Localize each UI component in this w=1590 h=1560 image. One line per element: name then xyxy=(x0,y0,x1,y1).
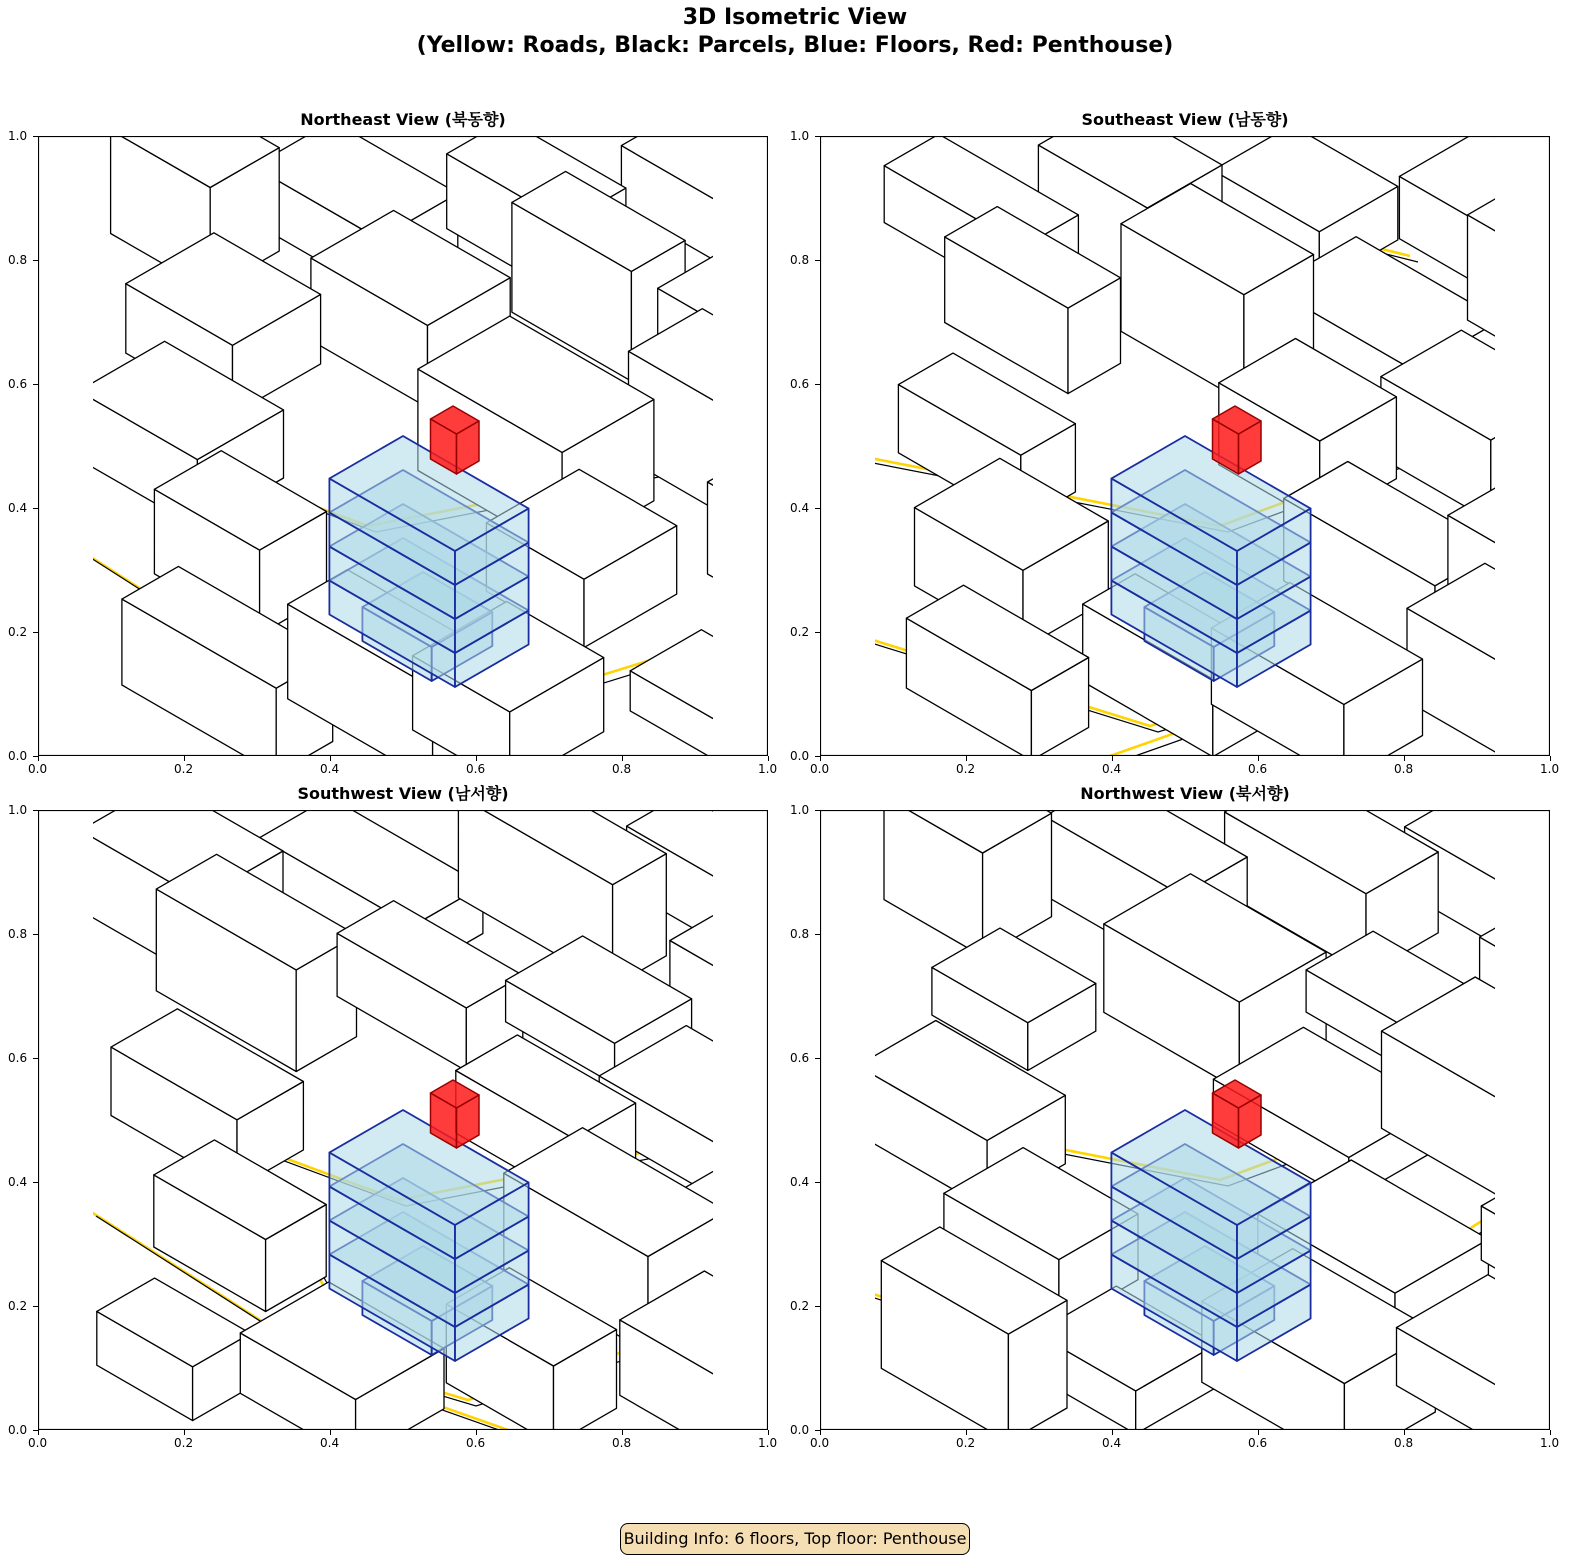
y-tick-label: 0.2 xyxy=(8,625,28,639)
isometric-panel xyxy=(820,810,1550,1430)
x-tick-mark xyxy=(622,756,623,761)
y-tick-label: 0.2 xyxy=(790,625,810,639)
x-tick-mark xyxy=(1258,1430,1259,1435)
x-tick-mark xyxy=(820,1430,821,1435)
x-tick-label: 0.0 xyxy=(810,1436,830,1450)
scene-clip xyxy=(80,810,768,1430)
parcel-building-right-face xyxy=(731,688,768,756)
x-tick-label: 0.8 xyxy=(612,762,632,776)
x-tick-mark xyxy=(1112,756,1113,761)
x-tick-mark xyxy=(476,756,477,761)
y-tick-mark xyxy=(33,260,38,261)
parcel-building-right-face xyxy=(760,384,769,535)
building-info-box: Building Info: 6 floors, Top floor: Penthouse xyxy=(620,1523,970,1555)
y-tick-label: 0.4 xyxy=(790,501,810,515)
x-tick-label: 0.0 xyxy=(810,762,830,776)
y-tick-label: 1.0 xyxy=(790,129,810,143)
penthouse-block xyxy=(431,406,480,474)
panel-title: Northwest View (북서향) xyxy=(1080,784,1290,803)
x-tick-label: 0.8 xyxy=(1394,762,1414,776)
isometric-panel xyxy=(820,136,1550,756)
x-tick-mark xyxy=(768,756,769,761)
y-tick-mark xyxy=(815,136,820,137)
scene-clip xyxy=(858,810,1550,1430)
x-tick-label: 1.0 xyxy=(1540,762,1560,776)
y-tick-mark xyxy=(33,1182,38,1183)
y-tick-mark xyxy=(815,1430,820,1431)
y-tick-mark xyxy=(33,1306,38,1307)
parcel-building-right-face xyxy=(761,188,769,287)
x-tick-mark xyxy=(1550,756,1551,761)
panel-title: Southeast View (남동향) xyxy=(1081,110,1289,129)
x-tick-mark xyxy=(476,1430,477,1435)
x-tick-label: 0.4 xyxy=(1102,1436,1122,1450)
parcel-building-right-face xyxy=(1523,853,1550,961)
y-tick-label: 0.8 xyxy=(790,253,810,267)
x-tick-mark xyxy=(1404,1430,1405,1435)
y-tick-label: 0.0 xyxy=(790,749,810,763)
parcel-building-right-face xyxy=(732,1336,768,1430)
y-tick-mark xyxy=(33,1058,38,1059)
y-tick-label: 0.8 xyxy=(8,253,28,267)
x-tick-mark xyxy=(820,756,821,761)
y-tick-mark xyxy=(815,508,820,509)
parcel-building-right-face xyxy=(1511,194,1550,304)
figure-title xyxy=(0,4,1590,60)
scene-clip xyxy=(58,136,768,756)
panel-title: Southwest View (남서향) xyxy=(297,784,509,803)
x-tick-label: 0.2 xyxy=(956,1436,976,1450)
x-tick-label: 1.0 xyxy=(758,762,778,776)
y-tick-mark xyxy=(815,1182,820,1183)
y-tick-mark xyxy=(815,1058,820,1059)
y-tick-label: 0.4 xyxy=(8,501,28,515)
x-tick-label: 0.4 xyxy=(320,1436,340,1450)
y-tick-mark xyxy=(815,384,820,385)
x-tick-label: 1.0 xyxy=(1540,1436,1560,1450)
x-tick-label: 0.6 xyxy=(1248,1436,1268,1450)
x-tick-mark xyxy=(1404,756,1405,761)
y-tick-mark xyxy=(815,756,820,757)
x-tick-label: 0.2 xyxy=(174,1436,194,1450)
parcel-building xyxy=(708,450,769,644)
x-tick-mark xyxy=(184,756,185,761)
y-tick-label: 0.4 xyxy=(8,1175,28,1189)
y-tick-mark xyxy=(33,756,38,757)
y-tick-label: 0.4 xyxy=(790,1175,810,1189)
y-tick-label: 0.8 xyxy=(790,927,810,941)
y-tick-mark xyxy=(33,384,38,385)
parcel-building xyxy=(154,1140,326,1312)
parcel-building xyxy=(630,630,768,756)
y-tick-mark xyxy=(33,136,38,137)
x-tick-mark xyxy=(622,1430,623,1435)
parcel-building-right-face xyxy=(1510,1051,1550,1202)
x-tick-label: 0.6 xyxy=(1248,762,1268,776)
parcel-building-right-face xyxy=(749,1112,768,1216)
y-tick-mark xyxy=(815,934,820,935)
parcel-building xyxy=(337,901,523,1071)
penthouse-block xyxy=(1213,1080,1262,1148)
x-tick-label: 0.6 xyxy=(466,762,486,776)
x-tick-mark xyxy=(38,756,39,761)
x-tick-label: 0.2 xyxy=(956,762,976,776)
x-tick-label: 0.0 xyxy=(28,762,48,776)
x-tick-mark xyxy=(38,1430,39,1435)
y-tick-mark xyxy=(33,1430,38,1431)
y-tick-label: 0.6 xyxy=(8,377,28,391)
y-tick-label: 1.0 xyxy=(790,803,810,817)
x-tick-label: 0.4 xyxy=(1102,762,1122,776)
figure-title-line1: 3D Isometric View xyxy=(682,5,908,30)
y-tick-label: 1.0 xyxy=(8,803,28,817)
y-tick-label: 0.0 xyxy=(790,1423,810,1437)
y-tick-label: 0.8 xyxy=(8,927,28,941)
y-tick-mark xyxy=(33,508,38,509)
y-tick-mark xyxy=(815,810,820,811)
y-tick-mark xyxy=(33,934,38,935)
y-tick-mark xyxy=(815,632,820,633)
x-tick-mark xyxy=(966,1430,967,1435)
x-tick-mark xyxy=(966,756,967,761)
y-tick-label: 0.0 xyxy=(8,749,28,763)
y-tick-mark xyxy=(815,1306,820,1307)
penthouse-block xyxy=(431,1080,480,1148)
y-tick-label: 1.0 xyxy=(8,129,28,143)
x-tick-label: 0.4 xyxy=(320,762,340,776)
x-tick-label: 0.8 xyxy=(612,1436,632,1450)
x-tick-mark xyxy=(330,756,331,761)
x-tick-label: 0.6 xyxy=(466,1436,486,1450)
x-tick-mark xyxy=(184,1430,185,1435)
x-tick-mark xyxy=(1550,1430,1551,1435)
x-tick-label: 0.0 xyxy=(28,1436,48,1450)
isometric-panel xyxy=(38,136,768,756)
y-tick-label: 0.0 xyxy=(8,1423,28,1437)
isometric-panel xyxy=(38,810,768,1430)
y-tick-label: 0.6 xyxy=(790,1051,810,1065)
penthouse-block xyxy=(1213,406,1262,474)
x-tick-mark xyxy=(1112,1430,1113,1435)
panel-title: Northeast View (북동향) xyxy=(300,110,506,129)
x-tick-mark xyxy=(768,1430,769,1435)
x-tick-label: 1.0 xyxy=(758,1436,778,1450)
y-tick-label: 0.6 xyxy=(790,377,810,391)
y-tick-mark xyxy=(815,260,820,261)
y-tick-mark xyxy=(33,632,38,633)
x-tick-mark xyxy=(1258,756,1259,761)
figure-title-line2: (Yellow: Roads, Black: Parcels, Blue: Floors, Red: Penthouse) xyxy=(416,33,1174,58)
y-tick-label: 0.6 xyxy=(8,1051,28,1065)
y-tick-mark xyxy=(33,810,38,811)
x-tick-mark xyxy=(330,1430,331,1435)
parcel-building-left-face xyxy=(708,482,769,644)
y-tick-label: 0.2 xyxy=(790,1299,810,1313)
parcel-building xyxy=(884,810,1052,957)
parcel-building-top-face xyxy=(708,450,769,551)
scene-clip xyxy=(860,136,1550,756)
x-tick-label: 0.2 xyxy=(174,762,194,776)
parcel-building-right-face xyxy=(1491,394,1550,522)
y-tick-label: 0.2 xyxy=(8,1299,28,1313)
x-tick-label: 0.8 xyxy=(1394,1436,1414,1450)
